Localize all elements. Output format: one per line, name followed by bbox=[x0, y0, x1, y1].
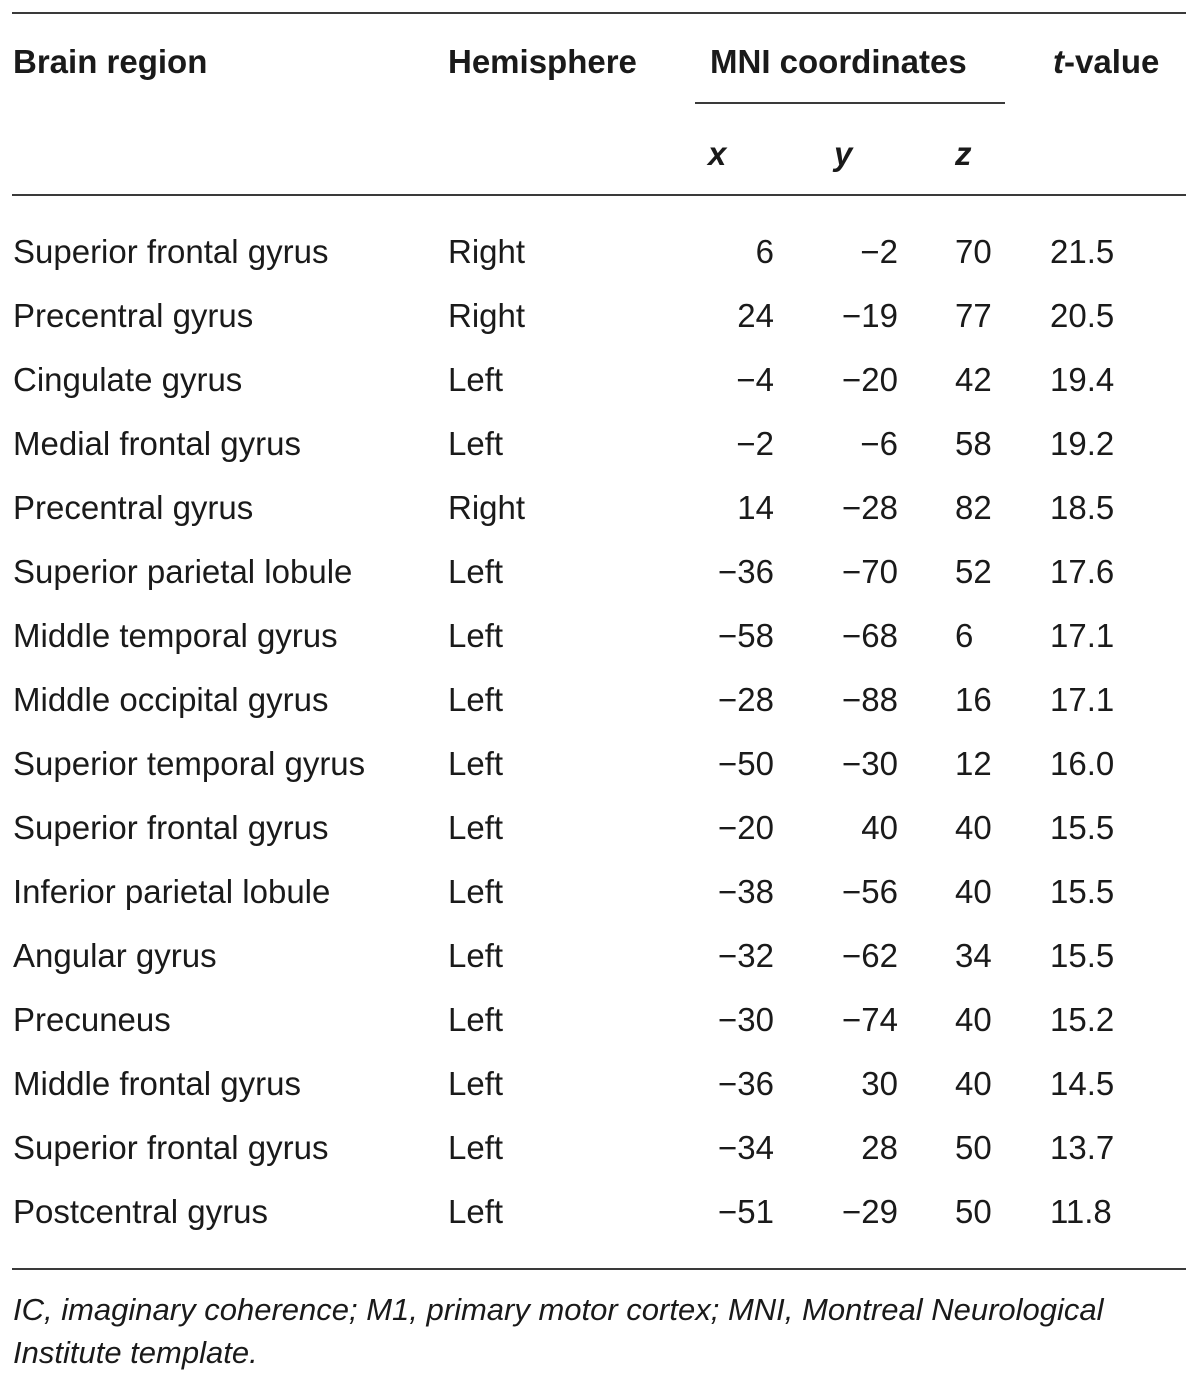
table-row bbox=[0, 796, 1200, 860]
cell-t-value: 21.5 bbox=[1050, 233, 1115, 270]
cell-x: 24 bbox=[737, 297, 774, 334]
cell-z: 12 bbox=[955, 745, 992, 782]
cell-z: 6 bbox=[955, 617, 974, 654]
cell-brain-region: Medial frontal gyrus bbox=[13, 425, 301, 462]
cell-brain-region: Middle occipital gyrus bbox=[13, 681, 329, 718]
cell-y: −2 bbox=[860, 233, 898, 270]
cell-x: −20 bbox=[718, 809, 774, 846]
header-bottom-rule bbox=[12, 194, 1186, 196]
header-mni-coordinates: MNI coordinates bbox=[710, 43, 967, 80]
cell-t-value: 13.7 bbox=[1050, 1129, 1115, 1166]
cell-x: −34 bbox=[718, 1129, 774, 1166]
cell-x: −28 bbox=[718, 681, 774, 718]
cell-hemisphere: Left bbox=[448, 873, 504, 910]
cell-z: 50 bbox=[955, 1129, 992, 1166]
cell-hemisphere: Left bbox=[448, 617, 504, 654]
table-row bbox=[0, 988, 1200, 1052]
cell-x: −2 bbox=[736, 425, 774, 462]
cell-hemisphere: Left bbox=[448, 1129, 504, 1166]
cell-y: −19 bbox=[842, 297, 898, 334]
cell-t-value: 15.5 bbox=[1050, 809, 1115, 846]
cell-z: 40 bbox=[955, 1065, 992, 1102]
cell-z: 70 bbox=[955, 233, 992, 270]
cell-y: −74 bbox=[842, 1001, 898, 1038]
table-row bbox=[0, 348, 1200, 412]
table-row bbox=[0, 732, 1200, 796]
cell-brain-region: Precuneus bbox=[13, 1001, 171, 1038]
cell-hemisphere: Left bbox=[448, 1065, 504, 1102]
cell-x: −38 bbox=[718, 873, 774, 910]
cell-x: −36 bbox=[718, 1065, 774, 1102]
cell-hemisphere: Left bbox=[448, 425, 504, 462]
cell-x: −32 bbox=[718, 937, 774, 974]
cell-brain-region: Middle frontal gyrus bbox=[13, 1065, 301, 1102]
cell-t-value: 17.1 bbox=[1050, 681, 1115, 718]
table-row bbox=[0, 1052, 1200, 1116]
cell-t-value: 11.8 bbox=[1050, 1193, 1112, 1230]
cell-x: −51 bbox=[718, 1193, 774, 1230]
cell-z: 42 bbox=[955, 361, 992, 398]
cell-y: 30 bbox=[861, 1065, 898, 1102]
cell-hemisphere: Right bbox=[448, 233, 526, 270]
cell-y: −30 bbox=[842, 745, 898, 782]
cell-t-value: 14.5 bbox=[1050, 1065, 1115, 1102]
cell-z: 16 bbox=[955, 681, 992, 718]
cell-y: −6 bbox=[860, 425, 898, 462]
table-row bbox=[0, 1180, 1200, 1244]
table-row bbox=[0, 476, 1200, 540]
cell-z: 52 bbox=[955, 553, 992, 590]
cell-brain-region: Superior parietal lobule bbox=[13, 553, 353, 590]
cell-brain-region: Cingulate gyrus bbox=[13, 361, 243, 398]
cell-brain-region: Superior frontal gyrus bbox=[13, 233, 329, 270]
subheader-x: x bbox=[708, 135, 727, 172]
header-t-italic: t bbox=[1053, 43, 1064, 80]
subheader-y: y bbox=[834, 135, 853, 172]
table-row bbox=[0, 220, 1200, 284]
cell-t-value: 15.5 bbox=[1050, 873, 1115, 910]
cell-hemisphere: Left bbox=[448, 937, 504, 974]
cell-y: 40 bbox=[861, 809, 898, 846]
table-row bbox=[0, 1116, 1200, 1180]
cell-t-value: 16.0 bbox=[1050, 745, 1115, 782]
cell-t-value: 17.6 bbox=[1050, 553, 1115, 590]
cell-x: −50 bbox=[718, 745, 774, 782]
cell-y: −28 bbox=[842, 489, 898, 526]
cell-y: −20 bbox=[842, 361, 898, 398]
cell-hemisphere: Left bbox=[448, 1001, 504, 1038]
cell-brain-region: Superior frontal gyrus bbox=[13, 809, 329, 846]
cell-x: −58 bbox=[718, 617, 774, 654]
table-row bbox=[0, 924, 1200, 988]
cell-x: −30 bbox=[718, 1001, 774, 1038]
cell-brain-region: Inferior parietal lobule bbox=[13, 873, 331, 910]
cell-t-value: 18.5 bbox=[1050, 489, 1115, 526]
cell-t-value: 19.4 bbox=[1050, 361, 1115, 398]
table-row bbox=[0, 604, 1200, 668]
header-t-suffix: -value bbox=[1064, 43, 1160, 80]
header-t-value bbox=[1053, 42, 1159, 82]
header-brain-region: Brain region bbox=[13, 43, 208, 80]
cell-x: 14 bbox=[737, 489, 774, 526]
cell-z: 82 bbox=[955, 489, 992, 526]
cell-z: 77 bbox=[955, 297, 992, 334]
mni-underline bbox=[695, 102, 1005, 104]
cell-z: 58 bbox=[955, 425, 992, 462]
table-row bbox=[0, 668, 1200, 732]
table-row bbox=[0, 540, 1200, 604]
cell-y: 28 bbox=[861, 1129, 898, 1166]
table-row bbox=[0, 284, 1200, 348]
cell-hemisphere: Left bbox=[448, 361, 504, 398]
cell-brain-region: Middle temporal gyrus bbox=[13, 617, 338, 654]
cell-hemisphere: Right bbox=[448, 297, 526, 334]
cell-hemisphere: Left bbox=[448, 745, 504, 782]
cell-t-value: 17.1 bbox=[1050, 617, 1115, 654]
cell-hemisphere: Right bbox=[448, 489, 526, 526]
table-row bbox=[0, 860, 1200, 924]
cell-y: −68 bbox=[842, 617, 898, 654]
cell-brain-region: Precentral gyrus bbox=[13, 297, 254, 334]
cell-t-value: 20.5 bbox=[1050, 297, 1115, 334]
cell-hemisphere: Left bbox=[448, 553, 504, 590]
cell-t-value: 15.2 bbox=[1050, 1001, 1115, 1038]
cell-z: 40 bbox=[955, 1001, 992, 1038]
cell-hemisphere: Left bbox=[448, 1193, 504, 1230]
subheader-z: z bbox=[955, 135, 972, 172]
cell-brain-region: Precentral gyrus bbox=[13, 489, 254, 526]
cell-x: −36 bbox=[718, 553, 774, 590]
cell-t-value: 15.5 bbox=[1050, 937, 1115, 974]
cell-brain-region: Superior temporal gyrus bbox=[13, 745, 366, 782]
cell-brain-region: Superior frontal gyrus bbox=[13, 1129, 329, 1166]
cell-brain-region: Postcentral gyrus bbox=[13, 1193, 268, 1230]
cell-y: −29 bbox=[842, 1193, 898, 1230]
cell-t-value: 19.2 bbox=[1050, 425, 1115, 462]
cell-y: −88 bbox=[842, 681, 898, 718]
cell-hemisphere: Left bbox=[448, 809, 504, 846]
cell-x: −4 bbox=[736, 361, 774, 398]
table-footnote: IC, imaginary coherence; M1, primary motor cortex; MNI, Montreal Neurological Institute template. bbox=[13, 1292, 1104, 1370]
cell-y: −56 bbox=[842, 873, 898, 910]
header-hemisphere: Hemisphere bbox=[448, 43, 637, 80]
cell-y: −70 bbox=[842, 553, 898, 590]
table-row bbox=[0, 412, 1200, 476]
table-top-rule bbox=[12, 12, 1186, 14]
cell-z: 50 bbox=[955, 1193, 992, 1230]
table-bottom-rule bbox=[12, 1268, 1186, 1270]
cell-hemisphere: Left bbox=[448, 681, 504, 718]
cell-brain-region: Angular gyrus bbox=[13, 937, 217, 974]
cell-z: 40 bbox=[955, 873, 992, 910]
cell-x: 6 bbox=[755, 233, 774, 270]
cell-y: −62 bbox=[842, 937, 898, 974]
cell-z: 40 bbox=[955, 809, 992, 846]
cell-z: 34 bbox=[955, 937, 992, 974]
